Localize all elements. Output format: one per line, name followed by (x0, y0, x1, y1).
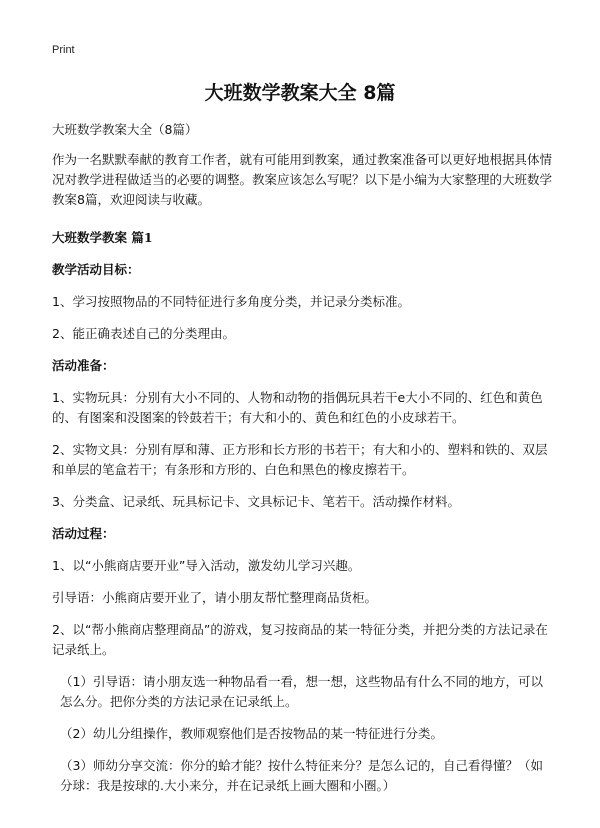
prep-heading: 活动准备： (52, 358, 115, 373)
process-item: 引导语：小熊商店要开业了，请小朋友帮忙整理商品货柜。 (52, 590, 378, 605)
goals-heading: 教学活动目标： (52, 262, 140, 277)
process-item: 2、以“帮小熊商店整理商品”的游戏，复习按商品的某一特征分类，并把分类的方法记录在记录纸上。 (52, 622, 548, 657)
process-sub-item: （2）幼儿分组操作，教师观察他们是否按物品的某一特征进行分类。 (60, 726, 443, 741)
prep-item: 1、实物玩具：分别有大小不同的、人物和动物的指偶玩具若干e大小不同的、红色和黄色的、有图案和没图案的铃鼓若干；有大和小的、黄色和红色的小皮球若干。 (52, 390, 543, 425)
section-heading: 大班数学教案 篇1 (52, 230, 153, 245)
document-body (52, 120, 552, 808)
process-sub-item: （3）师幼分享交流：你分的蛤才能？按什么特征来分？是怎么记的，自己看得懂？（如分球：我是按球的.大小来分，并在记录纸上画大圈和小圈。） (60, 758, 543, 793)
print-link[interactable]: Print (52, 44, 75, 56)
prep-item: 3、分类盒、记录纸、玩具标记卡、文具标记卡、笔若干。活动操作材料。 (52, 494, 460, 509)
document-subtitle: 大班数学教案大全（8篇） (52, 122, 198, 137)
intro-paragraph: 作为一名默默奉献的教育工作者，就有可能用到教案，通过教案准备可以更好地根据具体情况对教学进程做适当的必要的调整。教案应该怎么写呢？以下是小编为大家整理的大班数学教案8篇，欢迎阅读与收藏。 (52, 152, 553, 207)
page-title: 大班数学教案大全 8篇 (204, 82, 396, 104)
goal-item: 1、学习按照物品的不同特征进行多角度分类，并记录分类标准。 (52, 294, 410, 309)
prep-item: 2、实物文具：分别有厚和薄、正方形和长方形的书若干；有大和小的、塑料和铁的、双层和单层的笔盒若干；有条形和方形的、白色和黑色的橡皮擦若干。 (52, 442, 548, 477)
process-item: 1、以“小熊商店要开业”导入活动，激发幼儿学习兴趣。 (52, 558, 361, 573)
process-sub-item: （1）引导语：请小朋友选一种物品看一看，想一想，这些物品有什么不同的地方，可以怎么分。把你分类的方法记录在记录纸上。 (60, 674, 543, 709)
goal-item: 2、能正确表述自己的分类理由。 (52, 326, 235, 341)
process-heading: 活动过程： (52, 526, 115, 541)
